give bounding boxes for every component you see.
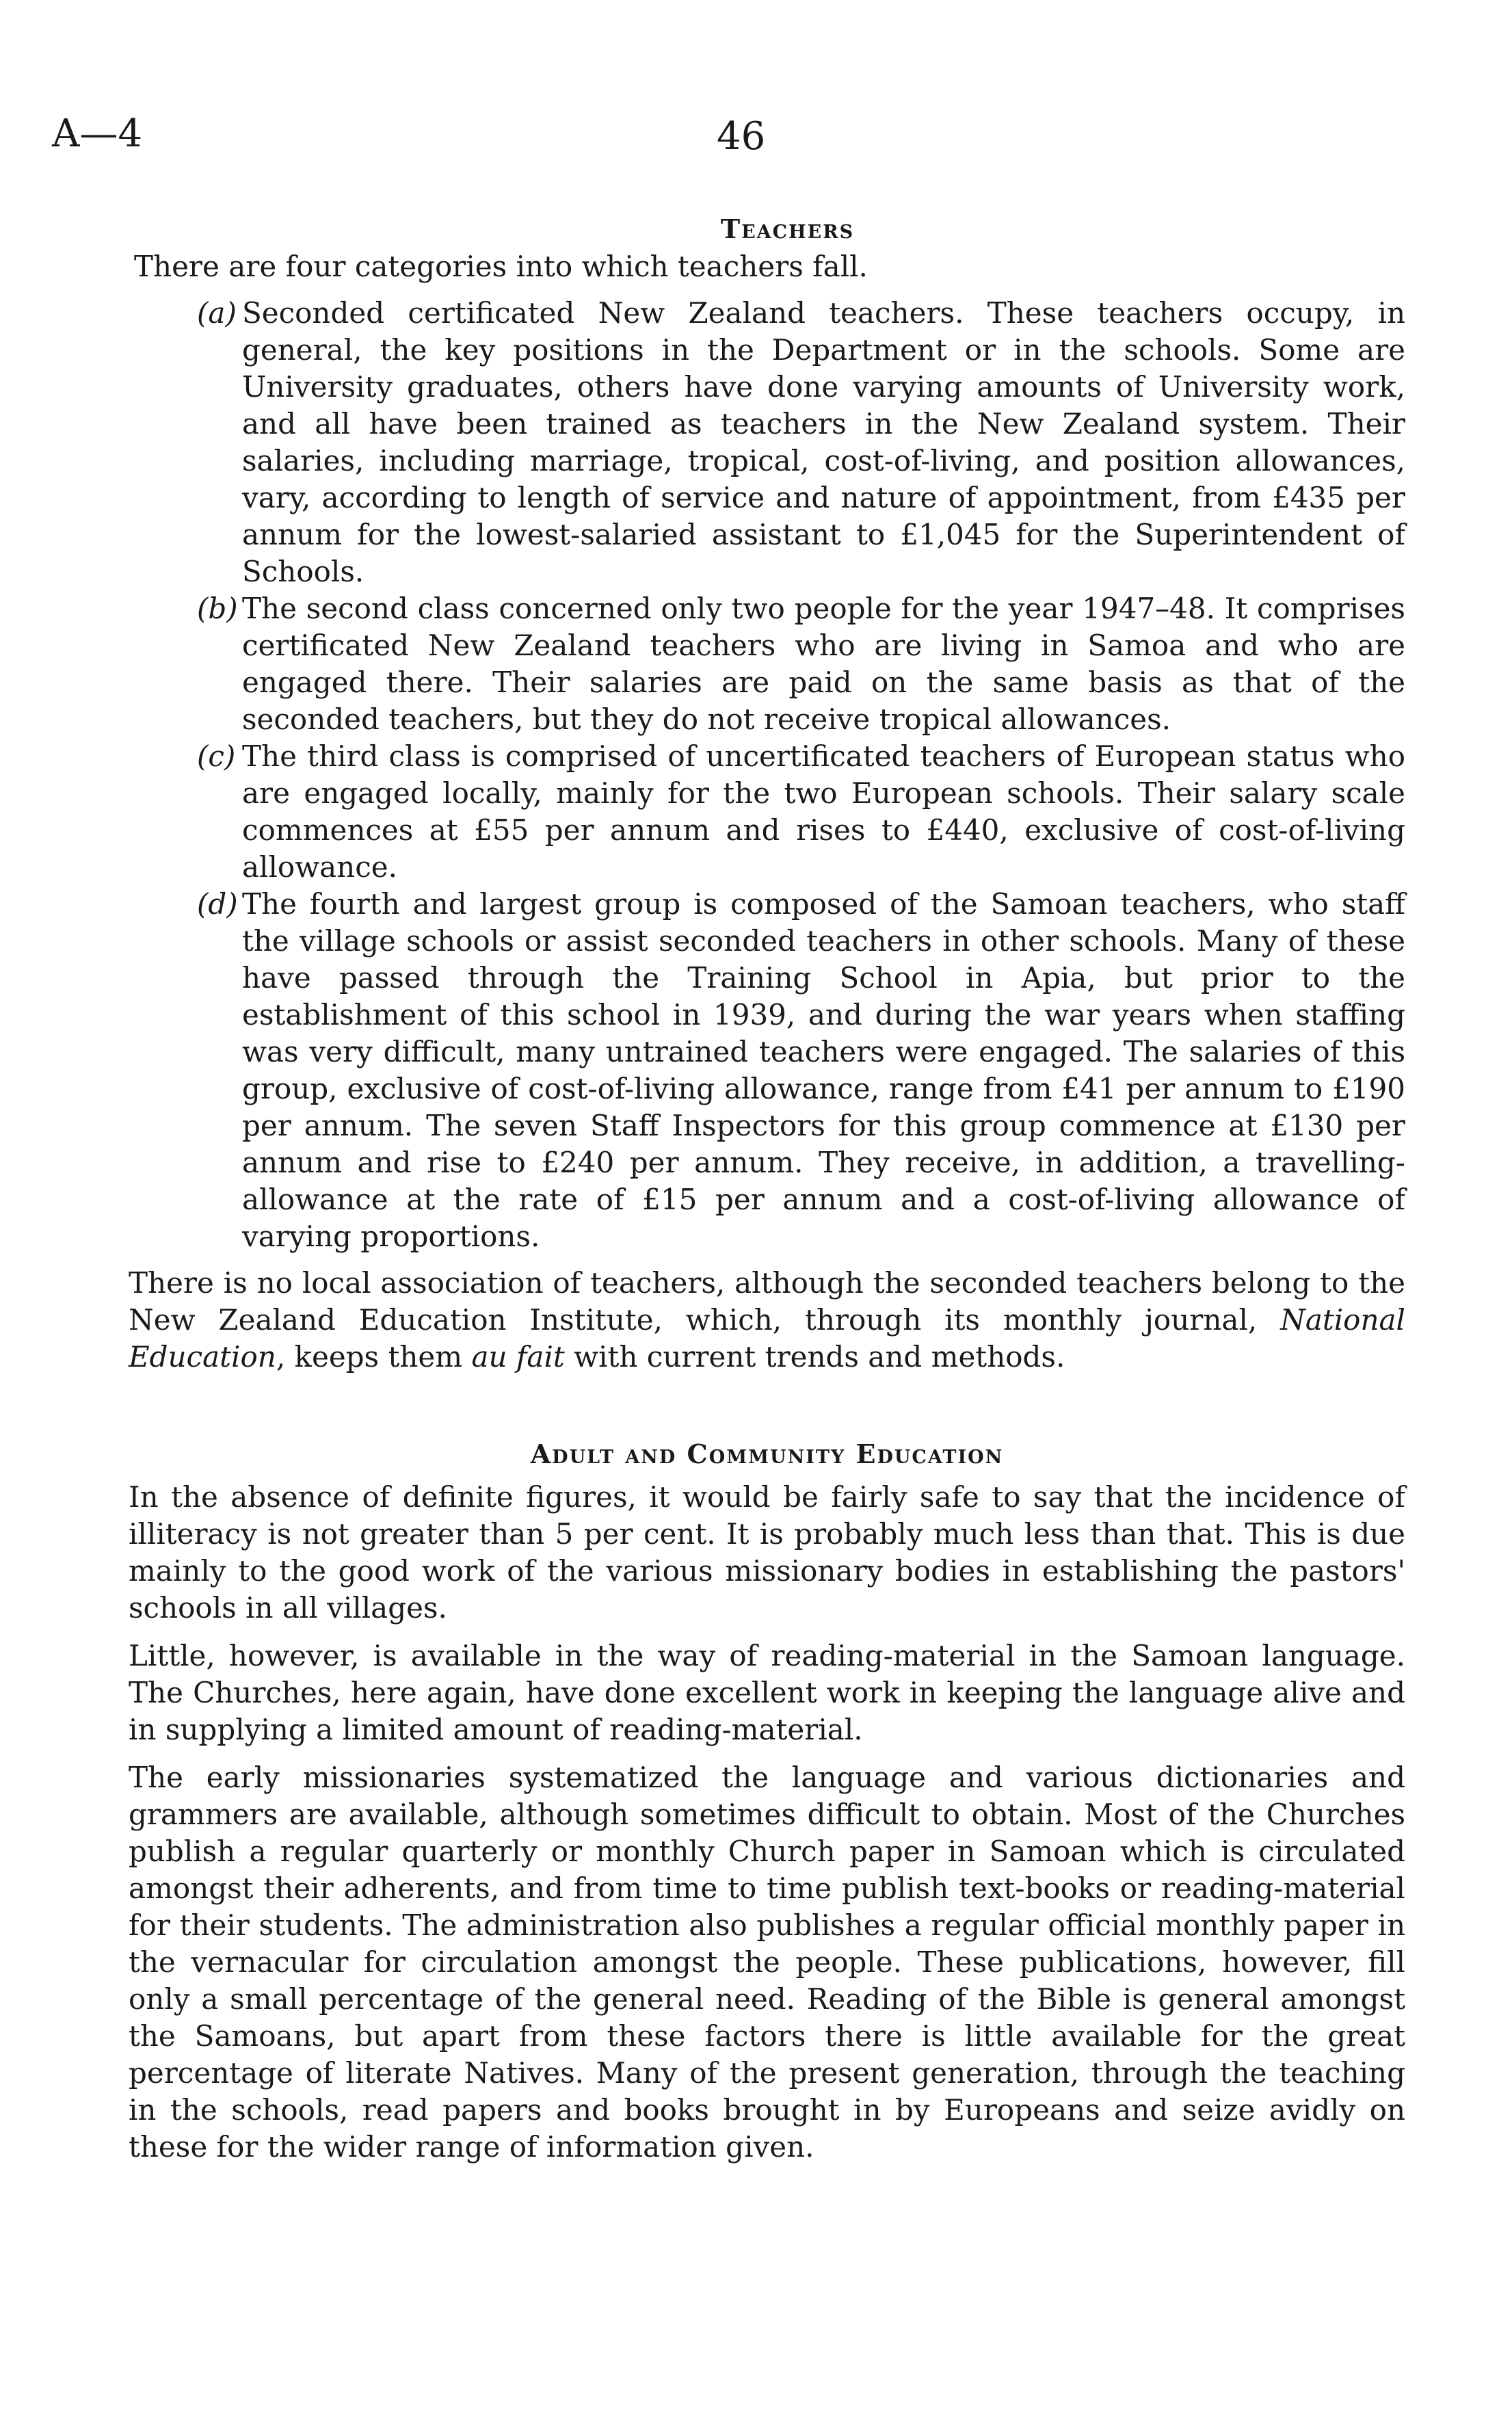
section-heading-teachers: Teachers xyxy=(720,213,855,244)
item-label: ( b ) xyxy=(197,590,238,627)
item-text: The second class concerned only two people for the year 1947–48. It comprises certificated New Zealand teachers who are living in Samoa and who are engaged there. Their salaries are paid on the same basis as that of the seconded teachers, but they do not receive tropical allowances. xyxy=(242,592,1405,736)
teacher-category-item xyxy=(129,738,1405,886)
item-label: ( a ) xyxy=(197,295,237,332)
closing-text-middle: , keeps them xyxy=(276,1340,472,1374)
teacher-category-item xyxy=(129,590,1405,738)
au-fait-phrase: au fait xyxy=(471,1340,565,1374)
item-label: ( c ) xyxy=(197,738,235,775)
teachers-closing-paragraph xyxy=(129,1265,1405,1376)
page-content xyxy=(129,213,1405,2166)
item-label: ( d ) xyxy=(197,886,238,923)
closing-text-start: There is no local association of teachers, although the seconded teachers belong to the New Zealand Education Institute, which, through its monthly journal, xyxy=(129,1266,1405,1337)
teachers-intro: There are four categories into which teachers fall. xyxy=(134,250,868,283)
teacher-category-item xyxy=(129,886,1405,1255)
journal-title: National Education xyxy=(129,1303,1405,1374)
body-paragraph: In the absence of definite figures, it would be fairly safe to say that the incidence of illiteracy is not greater than 5 per cent. It is probably much less than that. This is due mainly to the good work of the various missionary bodies in establishing the pastors' schools in all villages. xyxy=(129,1480,1405,1625)
closing-text-end: with current trends and methods. xyxy=(564,1340,1065,1374)
teacher-category-item xyxy=(129,295,1405,590)
item-text: The third class is comprised of uncertificated teachers of European status who are engaged locally, mainly for the two European schools. Their salary scale commences at £55 per annum and rises to £440, exclusive of cost-of-living allowance. xyxy=(242,739,1405,884)
page-number: 46 xyxy=(717,114,766,159)
body-paragraph: The early missionaries systematized the language and various dictionaries and grammers are available, although sometimes difficult to obtain. Most of the Churches publish a regular quarterly or monthly Church paper in Samoan which is circulated amongst their adherents, and from time to time publish text-books or reading-material for their students. The administration also publishes a regular official monthly paper in the vernacular for circulation amongst the people. These publications, however, fill only a small percentage of the general need. Reading of the Bible is general amongst the Samoans, but apart from these factors there is little available for the great percentage of literate Natives. Many of the present generation, through the teaching in the schools, read papers and books brought in by Europeans and seize avidly on these for the wider range of information given. xyxy=(129,1761,1405,2164)
item-text: Seconded certificated New Zealand teachers. These teachers occupy, in general, the key positions in the Department or in the schools. Some are University graduates, others have done varying amounts of University work, and all have been trained as teachers in the New Zealand system. Their salaries, including marriage, tropical, cost-of-living, and position allowances, vary, according to length of service and nature of appointment, from £435 per annum for the lowest-salaried assistant to £1,045 for the Superintendent of Schools. xyxy=(242,296,1405,588)
item-text: The fourth and largest group is composed of the Samoan teachers, who staff the village schools or assist seconded teachers in other schools. Many of these have passed through the Training School in Apia, but prior to the establishment of this school in 1939, and during the war years when staffing was very difficult, many untrained teachers were engaged. The salaries of this group, exclusive of cost-of-living allowance, range from £41 per annum to £190 per annum. The seven Staff Inspectors for this group commence at £130 per annum and rise to £240 per annum. They receive, in addition, a travelling-allowance at the rate of £15 per annum and a cost-of-living allowance of varying proportions. xyxy=(242,887,1405,1253)
document-code: A—4 xyxy=(52,111,143,156)
body-paragraph: Little, however, is available in the way of reading-material in the Samoan language. The Churches, here again, have done excellent work in keeping the language alive and in supplying a limited amount of reading-material. xyxy=(129,1639,1405,1746)
section-heading-adult-education: Adult and Community Education xyxy=(530,1438,1004,1469)
